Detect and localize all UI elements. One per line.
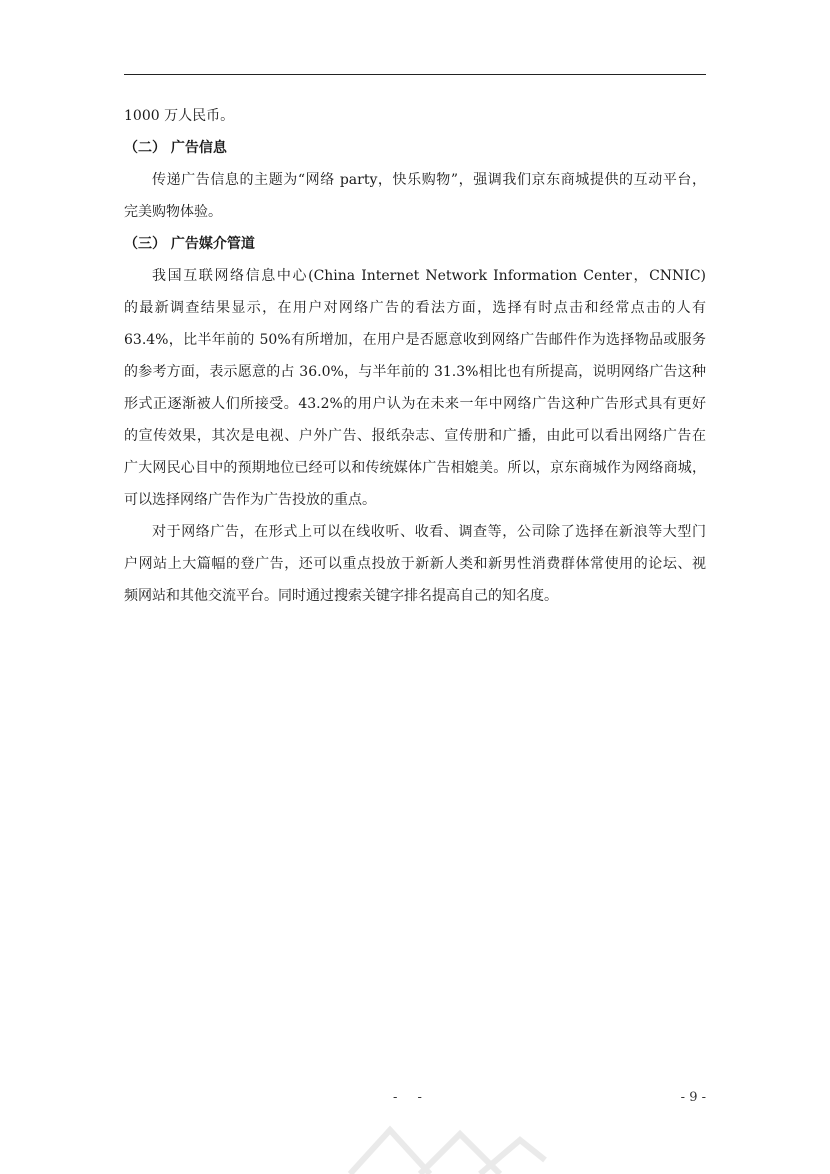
footer-center-mark: - - [393, 1090, 430, 1105]
paragraph-line: 可以选择网络广告作为广告投放的重点。 [124, 492, 376, 508]
page-number: - 9 - [680, 1090, 706, 1105]
paragraph-line: 对于网络广告，在形式上可以在线收听、收看、调查等，公司除了选择在新浪等大型门 [152, 524, 706, 540]
paragraph-line: 的宣传效果，其次是电视、户外广告、报纸杂志、宣传册和广播，由此可以看出网络广告在 [124, 428, 706, 444]
paragraph-line: 的最新调查结果显示，在用户对网络广告的看法方面，选择有时点击和经常点击的人有 [124, 300, 706, 316]
paragraph-line: 频网站和其他交流平台。同时通过搜索关键字排名提高自己的知名度。 [124, 588, 558, 604]
paragraph-line: 广大网民心目中的预期地位已经可以和传统媒体广告相媲美。所以，京东商城作为网络商城， [124, 460, 706, 476]
paragraph-line: 完美购物体验。 [124, 204, 222, 220]
paragraph-line: 的参考方面，表示愿意的占 36.0%，与半年前的 31.3%相比也有所提高，说明网络广告这种 [124, 364, 706, 380]
paragraph-line: 形式正逐渐被人们所接受。43.2%的用户认为在未来一年中网络广告这种广告形式具有更好 [124, 396, 706, 412]
watermark-icon [330, 1120, 550, 1174]
section-heading-media-channels: （三） 广告媒介管道 [124, 236, 255, 252]
document-body [124, 100, 706, 612]
paragraph-line: 63.4%，比半年前的 50%有所增加，在用户是否愿意收到网络广告邮件作为选择物品或服务 [124, 332, 706, 348]
paragraph-line: 1000 万人民币。 [124, 108, 235, 124]
section-heading-advertising-info: （二） 广告信息 [124, 140, 227, 156]
paragraph-line: 户网站上大篇幅的登广告，还可以重点投放于新新人类和新男性消费群体常使用的论坛、视 [124, 556, 706, 572]
paragraph-line: 传递广告信息的主题为“网络 party，快乐购物”，强调我们京东商城提供的互动平台， [152, 172, 706, 188]
paragraph-line: 我国互联网络信息中心(China Internet Network Information Center，CNNIC) [152, 268, 706, 284]
header-rule [124, 74, 706, 75]
